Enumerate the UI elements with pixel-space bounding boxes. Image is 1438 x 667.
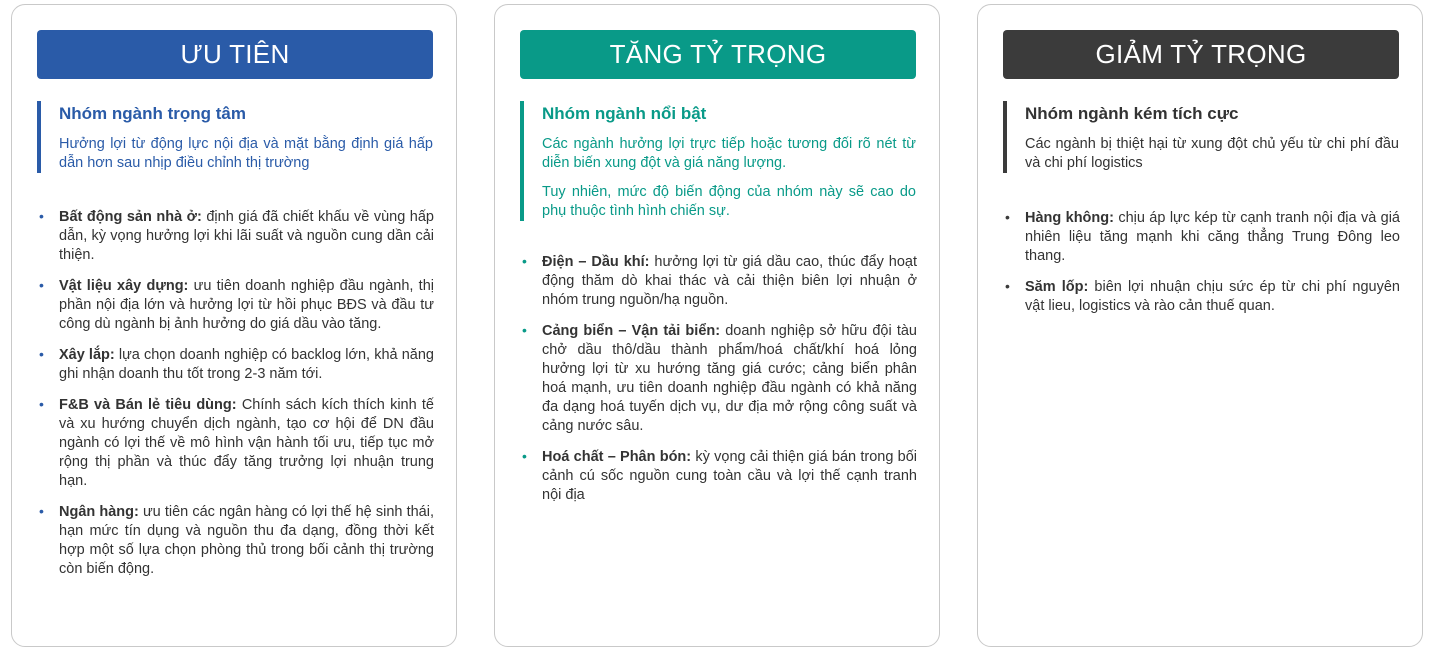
list-item (521, 253, 917, 310)
bullet-dot-icon: • (1005, 209, 1010, 225)
list-item (1004, 209, 1400, 266)
card-uu-tien (11, 4, 457, 647)
card-tang-ty-trong (494, 4, 940, 647)
bullet-dot-icon: • (522, 253, 527, 269)
card-header: TĂNG TỶ TRỌNG (520, 30, 916, 79)
item-text: chịu áp lực kép từ cạnh tranh nội địa và giá nhiên liệu tăng mạnh khi căng thẳng Trung Đông leo thang. (1025, 210, 1400, 264)
bullet-dot-icon: • (1005, 278, 1010, 294)
highlight-text: Tuy nhiên, mức độ biến động của nhóm này sẽ cao do phụ thuộc tình hình chiến sự. (542, 184, 916, 219)
item-term: Ngân hàng: (59, 504, 139, 520)
highlight-title: Nhóm ngành kém tích cực (1025, 104, 1239, 123)
bullet-dot-icon: • (39, 208, 44, 224)
card-giam-ty-trong (977, 4, 1423, 647)
highlight-text: Các ngành bị thiệt hại từ xung đột chủ yếu từ chi phí đầu và chi phí logistics (1025, 136, 1399, 171)
highlight-text: Các ngành hưởng lợi trực tiếp hoặc tương đối rõ nét từ diễn biến xung đột và giá năng lượng. (542, 136, 916, 171)
bullet-dot-icon: • (39, 346, 44, 362)
bullet-list (38, 208, 434, 591)
bullet-list (1004, 209, 1400, 328)
item-term: Hoá chất – Phân bón: (542, 449, 692, 465)
item-text: ưu tiên doanh nghiệp đầu ngành, thị phần nội địa lớn và hưởng lợi từ hồi phục BĐS và đầu tư công dù ngành bị ảnh hưởng do giá dầu vào tăng. (59, 278, 434, 332)
list-item (38, 277, 434, 334)
bullet-dot-icon: • (39, 503, 44, 519)
list-item (521, 322, 917, 436)
item-text: doanh nghiệp sở hữu đội tàu chở dầu thô/dầu thành phẩm/hoá chất/khí hoá lỏng hưởng lợi từ xu hướng tăng giá cước; cảng biển phân hoá mạnh, ưu tiên doanh nghiệp đầu ngành có khả năng đa dạng hoá tuyến dịch vụ, dư địa mở rộng công suất và cảng nước sâu. (542, 323, 917, 434)
list-item (1004, 278, 1400, 316)
item-term: Xây lắp: (59, 347, 115, 363)
item-term: Điện – Dầu khí: (542, 254, 650, 270)
card-header: ƯU TIÊN (37, 30, 433, 79)
item-text: định giá đã chiết khấu về vùng hấp dẫn, kỳ vọng hưởng lợi khi lãi suất và nguồn cung dần cải thiện. (59, 209, 434, 263)
list-item (38, 346, 434, 384)
bullet-dot-icon: • (39, 277, 44, 293)
list-item (521, 448, 917, 505)
item-text: lựa chọn doanh nghiệp có backlog lớn, khả năng ghi nhận doanh thu tốt trong 2-3 năm tới. (59, 347, 434, 382)
highlight-block (520, 101, 916, 221)
item-text: Chính sách kích thích kinh tế và xu hướng chuyển dịch ngành, tạo cơ hội để DN đầu ngành có lợi thế về mô hình vận hành tối ưu, tiếp tục mở rộng thị phần và thúc đẩy tăng trưởng lợi nhuận trung hạn. (59, 397, 435, 489)
item-term: F&B và Bán lẻ tiêu dùng: (59, 397, 237, 413)
item-text: biên lợi nhuận chịu sức ép từ chi phí nguyên vật lieu, logistics và rào cản thuế quan. (1025, 279, 1400, 314)
bullet-dot-icon: • (39, 396, 44, 412)
list-item (38, 208, 434, 265)
list-item (38, 396, 434, 491)
item-term: Cảng biển – Vận tải biển: (542, 323, 721, 339)
bullet-dot-icon: • (522, 322, 527, 338)
highlight-text: Hưởng lợi từ động lực nội địa và mặt bằng định giá hấp dẫn hơn sau nhịp điều chỉnh thị trường (59, 136, 433, 171)
bullet-list (521, 253, 917, 517)
item-text: kỳ vọng cải thiện giá bán trong bối cảnh cú sốc nguồn cung toàn cầu và lợi thế cạnh tranh nội địa (542, 449, 917, 503)
item-text: ưu tiên các ngân hàng có lợi thế hệ sinh thái, hạn mức tín dụng và nguồn thu đa dạng, đồng thời kết hợp một số lựa chọn phòng thủ trong bối cảnh thị trường còn biến động. (59, 504, 434, 577)
highlight-block (37, 101, 433, 173)
item-term: Vật liệu xây dựng: (59, 278, 189, 294)
item-term: Bất động sản nhà ở: (59, 209, 202, 225)
card-header: GIẢM TỶ TRỌNG (1003, 30, 1399, 79)
list-item (38, 503, 434, 579)
item-term: Săm lốp: (1025, 279, 1089, 295)
item-text: hưởng lợi từ giá dầu cao, thúc đẩy hoạt động thăm dò khai thác và cải thiện biên lợi nhuận ở nhóm trung nguồn/hạ nguồn. (542, 254, 917, 308)
highlight-title: Nhóm ngành trọng tâm (59, 104, 246, 123)
highlight-title: Nhóm ngành nổi bật (542, 104, 707, 123)
highlight-block (1003, 101, 1399, 173)
item-term: Hàng không: (1025, 210, 1114, 226)
bullet-dot-icon: • (522, 448, 527, 464)
